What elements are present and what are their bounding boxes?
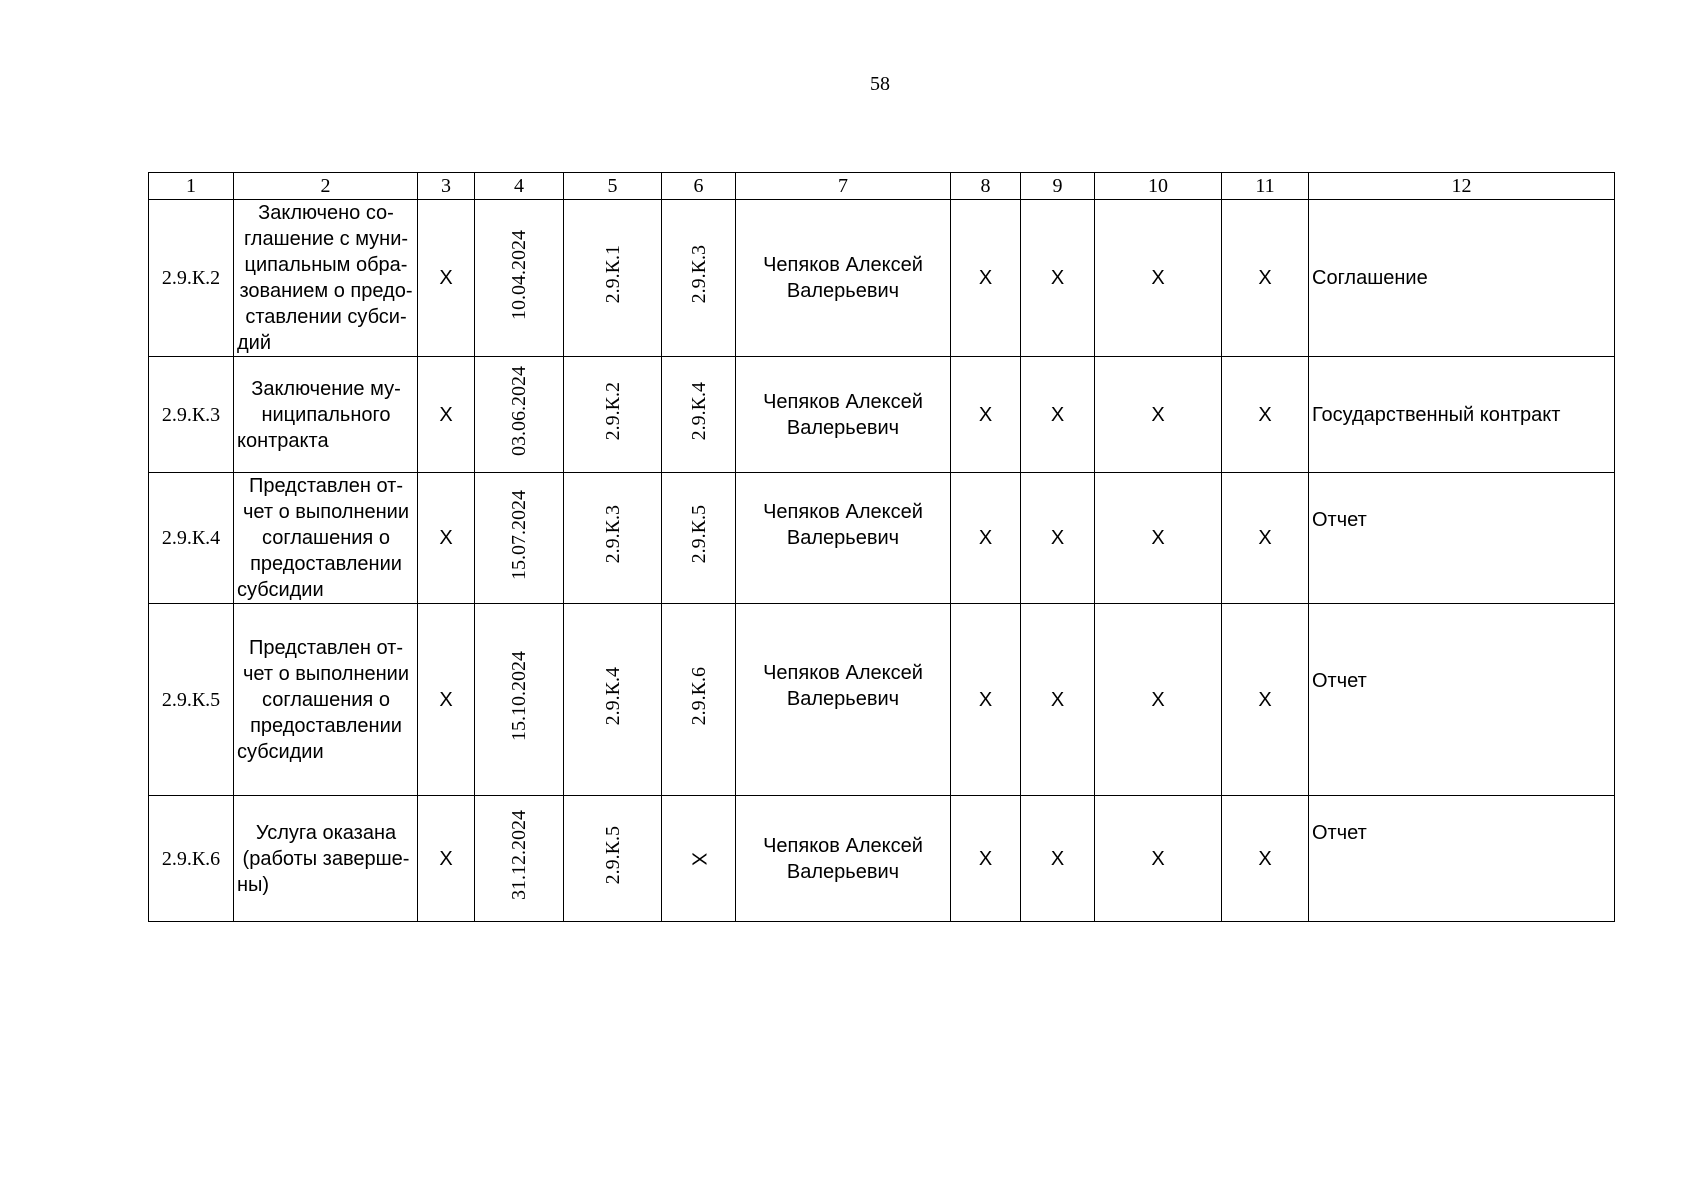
cell-x-mark: Х	[418, 200, 475, 357]
cell-x-mark: Х	[418, 357, 475, 473]
cell-x-mark: Х	[1095, 604, 1222, 796]
row-document: Отчет	[1309, 604, 1615, 796]
header-cell: 3	[418, 173, 475, 200]
row-date: 15.10.2024	[508, 651, 530, 741]
header-cell: 1	[149, 173, 234, 200]
row-date: 03.06.2024	[508, 366, 530, 456]
header-cell: 7	[736, 173, 951, 200]
table-row	[149, 200, 1615, 357]
cell-x-mark: Х	[1222, 357, 1309, 473]
row-date: 15.07.2024	[508, 489, 530, 580]
cell-x-mark: Х	[1095, 473, 1222, 604]
header-cell: 4	[475, 173, 564, 200]
cell-x-mark: Х	[1095, 796, 1222, 922]
row-successor: 2.9.К.4	[687, 381, 710, 441]
row-responsible: Чепяков Алексей Валерьевич	[736, 796, 951, 922]
cell-x-mark: Х	[1222, 200, 1309, 357]
header-cell: 8	[951, 173, 1021, 200]
row-successor: Х	[687, 851, 710, 866]
table-header-row	[149, 173, 1615, 200]
row-responsible: Чепяков Алексей Валерьевич	[736, 604, 951, 796]
row-responsible: Чепяков Алексей Валерьевич	[736, 473, 951, 604]
header-cell: 11	[1222, 173, 1309, 200]
row-document: Отчет	[1309, 796, 1615, 922]
row-successor: 2.9.К.6	[687, 666, 710, 726]
row-description: Заключение му-ниципального контракта	[234, 357, 418, 473]
row-document: Соглашение	[1309, 200, 1615, 357]
cell-x-mark: Х	[1222, 604, 1309, 796]
cell-x-mark: Х	[1095, 200, 1222, 357]
table-row	[149, 604, 1615, 796]
cell-x-mark: Х	[1021, 357, 1095, 473]
cell-x-mark: Х	[418, 796, 475, 922]
cell-x-mark: Х	[951, 604, 1021, 796]
cell-x-mark: Х	[1222, 796, 1309, 922]
cell-x-mark: Х	[1021, 796, 1095, 922]
header-cell: 10	[1095, 173, 1222, 200]
row-id: 2.9.К.3	[149, 357, 234, 473]
table-row	[149, 796, 1615, 922]
row-predecessor: 2.9.К.1	[601, 245, 624, 304]
row-responsible: Чепяков Алексей Валерьевич	[736, 357, 951, 473]
row-successor: 2.9.К.3	[687, 245, 710, 304]
row-description: Представлен от-чет о выполнении соглашения о предоставлении субсидии	[234, 473, 418, 604]
cell-x-mark: Х	[1021, 200, 1095, 357]
cell-x-mark: Х	[951, 796, 1021, 922]
row-id: 2.9.К.6	[149, 796, 234, 922]
table-row	[149, 357, 1615, 473]
cell-x-mark: Х	[1222, 473, 1309, 604]
cell-x-mark: Х	[1021, 604, 1095, 796]
row-predecessor: 2.9.К.5	[601, 825, 624, 885]
row-successor: 2.9.К.5	[687, 505, 710, 564]
header-cell: 6	[662, 173, 736, 200]
row-description: Услуга оказана (работы заверше-ны)	[234, 796, 418, 922]
cell-x-mark: Х	[418, 604, 475, 796]
cell-x-mark: Х	[951, 473, 1021, 604]
cell-x-mark: Х	[951, 200, 1021, 357]
row-date: 31.12.2024	[508, 810, 530, 900]
row-document: Отчет	[1309, 473, 1615, 604]
control-points-table	[148, 172, 1615, 922]
cell-x-mark: Х	[418, 473, 475, 604]
row-predecessor: 2.9.К.4	[601, 666, 624, 726]
row-date: 10.04.2024	[508, 229, 530, 320]
header-cell: 2	[234, 173, 418, 200]
header-cell: 12	[1309, 173, 1615, 200]
row-id: 2.9.К.2	[149, 200, 234, 357]
header-cell: 9	[1021, 173, 1095, 200]
row-description: Заключено со-глашение с муни-ципальным обра-зованием о предо-ставлении субси-дий	[234, 200, 418, 357]
row-predecessor: 2.9.К.3	[601, 505, 624, 564]
row-id: 2.9.К.5	[149, 604, 234, 796]
row-document: Государственный контракт	[1309, 357, 1615, 473]
row-id: 2.9.К.4	[149, 473, 234, 604]
row-predecessor: 2.9.К.2	[601, 381, 624, 441]
cell-x-mark: Х	[951, 357, 1021, 473]
cell-x-mark: Х	[1021, 473, 1095, 604]
header-cell: 5	[564, 173, 662, 200]
row-responsible: Чепяков Алексей Валерьевич	[736, 200, 951, 357]
page-number: 58	[870, 73, 890, 95]
row-description: Представлен от-чет о выполнении соглашения о предоставлении субсидии	[234, 604, 418, 796]
cell-x-mark: Х	[1095, 357, 1222, 473]
table-row	[149, 473, 1615, 604]
